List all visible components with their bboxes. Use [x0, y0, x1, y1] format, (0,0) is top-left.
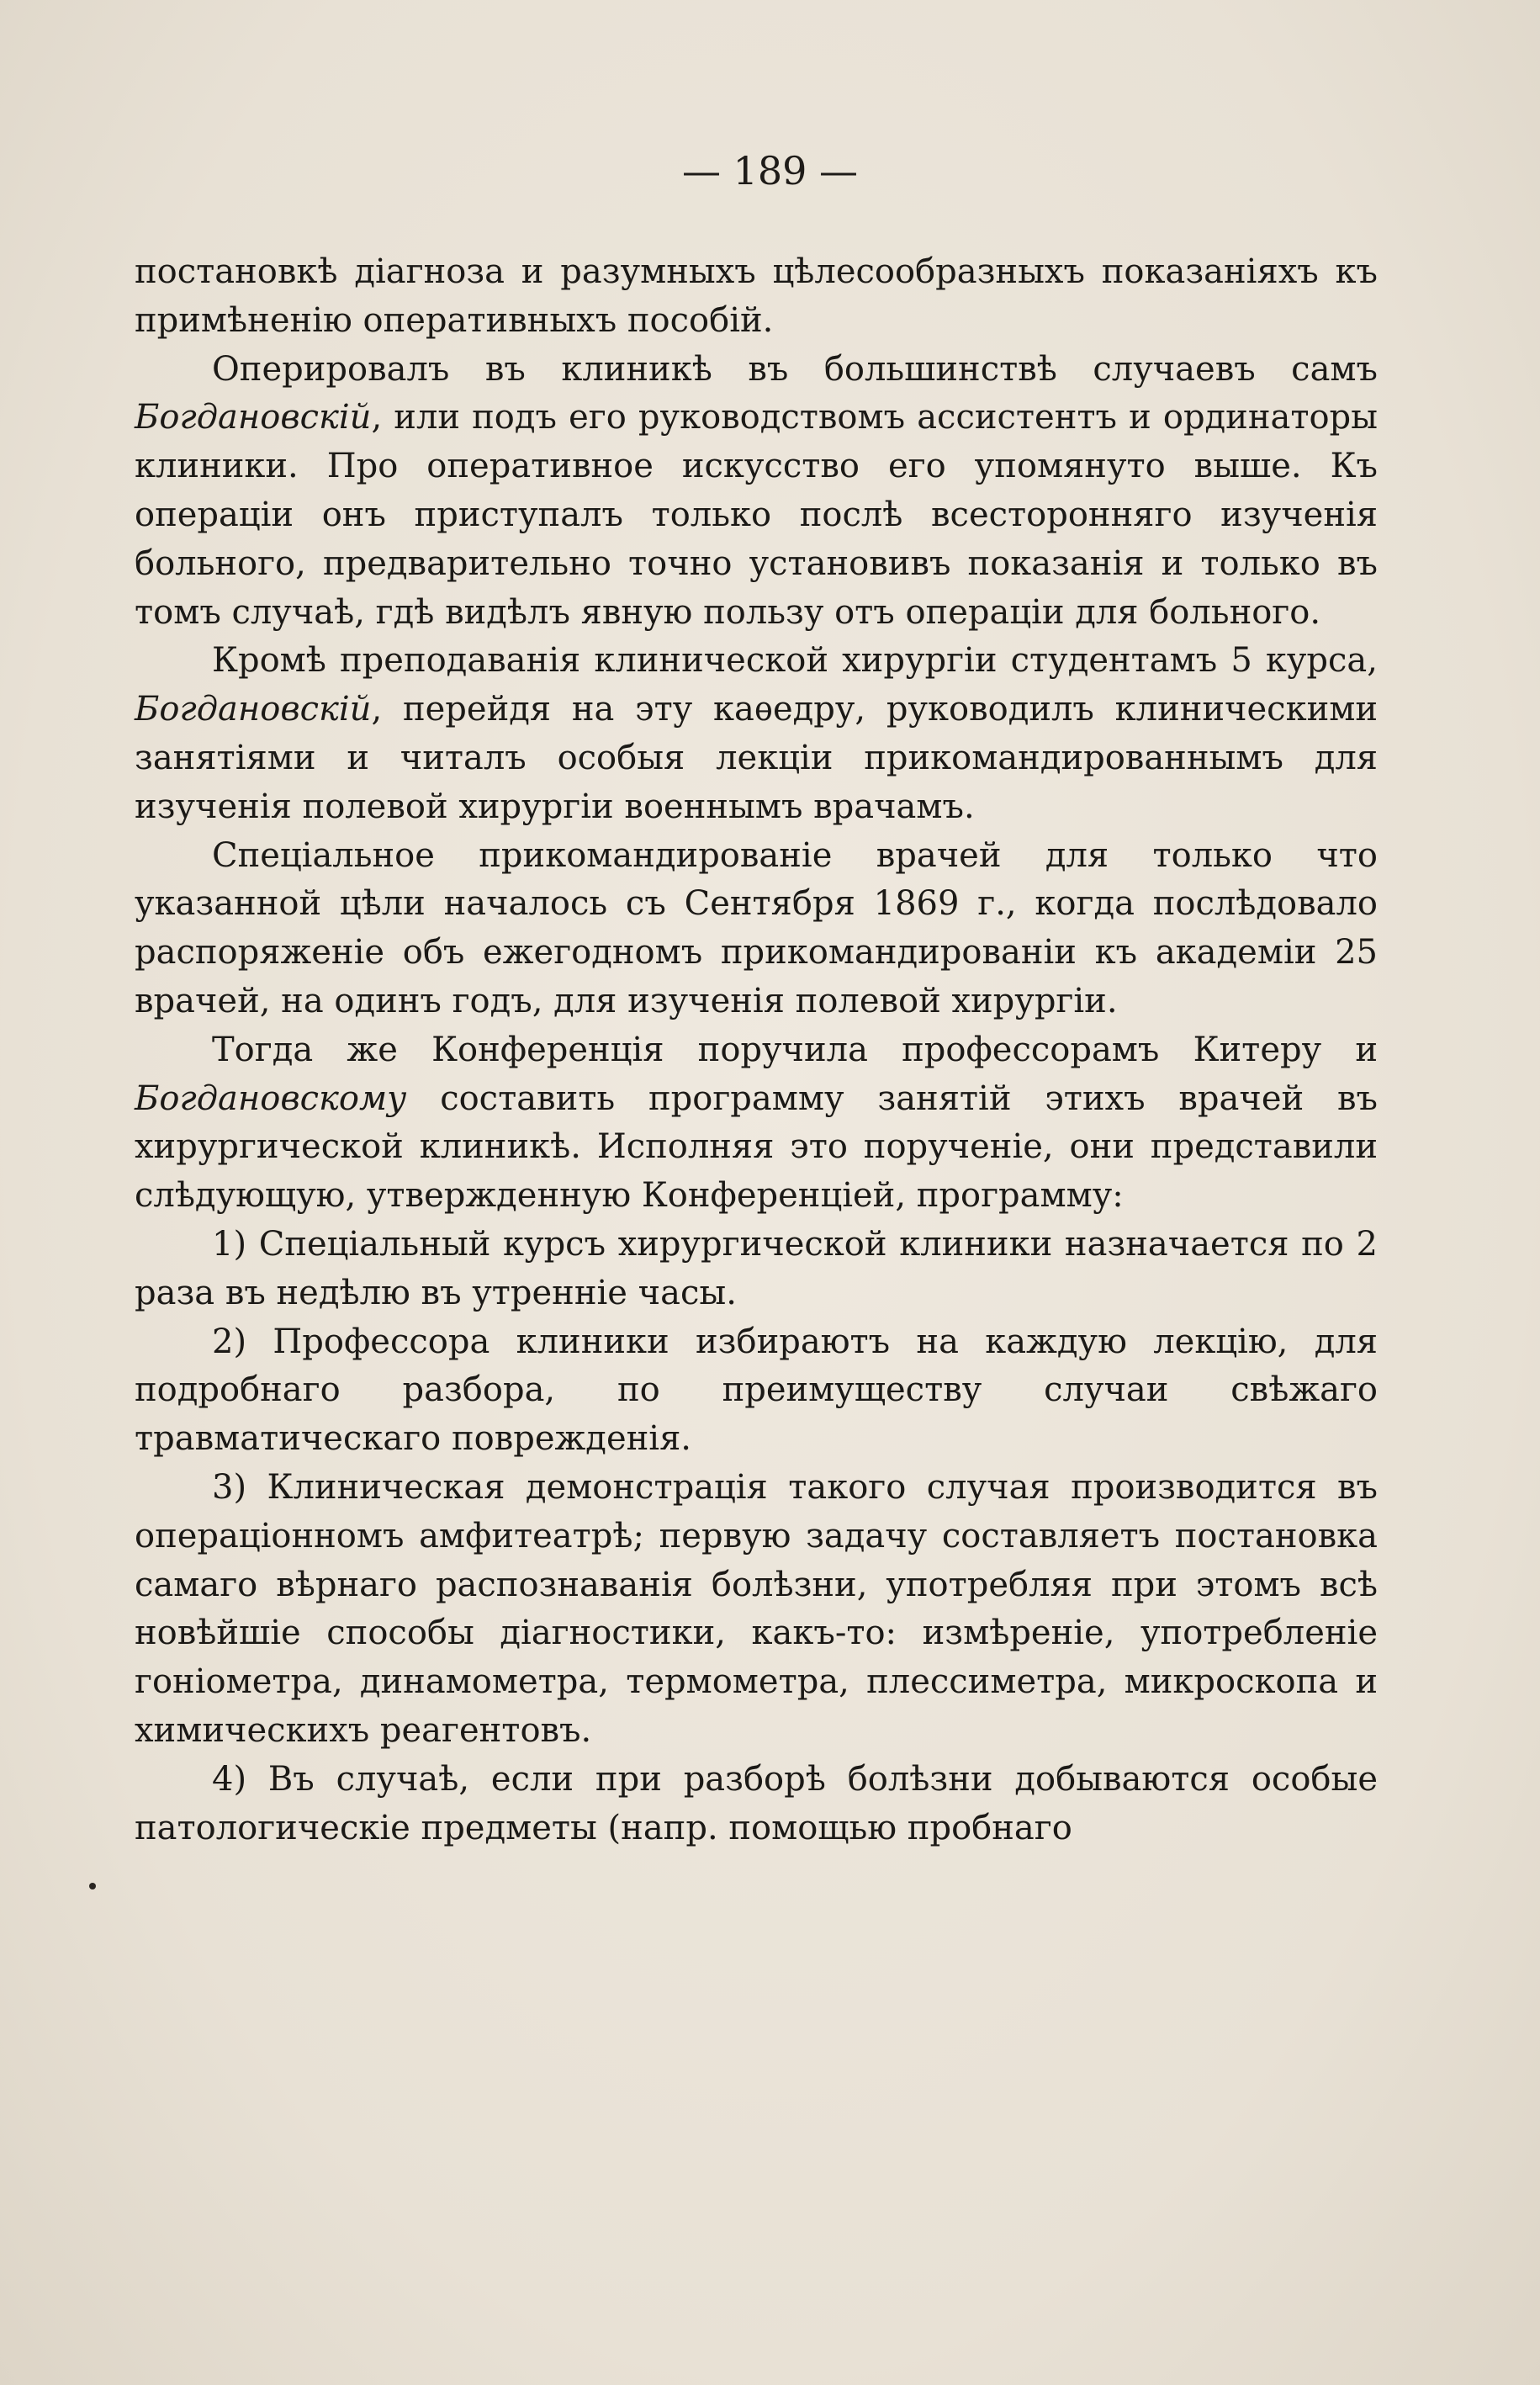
- page-body: [135, 248, 1378, 1852]
- surname-bogdanovsky: Богдановскій: [135, 690, 372, 729]
- surname-bogdanovsky: Богдановскому: [135, 1079, 407, 1118]
- paragraph-conference: [135, 1026, 1378, 1221]
- paragraph-teaching: [135, 637, 1378, 831]
- paragraph-teaching-text-b: , перейдя на эту каѳедру, руководилъ клиническими занятіями и читалъ особыя лекціи прикомандированнымъ для изученія полевой хирургіи военнымъ врачамъ.: [135, 690, 1378, 826]
- program-item-2: 2) Профессора клиники избираютъ на каждую лекцію, для подробнаго разбора, по преимуществу случаи свѣжаго травматическаго поврежденія.: [135, 1322, 1378, 1459]
- paragraph-operations: [135, 346, 1378, 638]
- program-item-3: 3) Клиническая демонстрація такого случая производится въ операціонномъ амфитеатрѣ; первую задачу составляетъ постановка самаго вѣрнаго распознаванія болѣзни, употребляя при этомъ всѣ новѣйшіе способы діагностики, какъ-то: измѣреніе, употребленіе гоніометра, динамометра, термометра, плессиметра, микроскопа и химическихъ реагентовъ.: [135, 1467, 1378, 1750]
- margin-ink-dot: [89, 1883, 96, 1889]
- program-item-1: 1) Спеціальный курсъ хирургической клиники назначается по 2 раза въ недѣлю въ утренніе часы.: [135, 1224, 1378, 1312]
- paragraph-operations-text-a: Оперировалъ въ клиникѣ въ большинствѣ случаевъ самъ: [212, 349, 1378, 389]
- paragraph-diagnosis: постановкѣ діагноза и разумныхъ цѣлесообразныхъ показаніяхъ къ примѣненію оперативныхъ пособій.: [135, 252, 1378, 340]
- paragraph-conference-text-a: Тогда же Конференція поручила профессорамъ Китеру и: [212, 1030, 1378, 1069]
- paragraph-assignment: Спеціальное прикомандированіе врачей для только что указанной цѣли началось съ Сентября 1869 г., когда послѣдовало распоряженіе объ ежегодномъ прикомандированіи къ академіи 25 врачей, на одинъ годъ, для изученія полевой хирургіи.: [135, 835, 1378, 1020]
- program-item-4: 4) Въ случаѣ, если при разборѣ болѣзни добываются особые патологическіе предметы (напр. помощью пробнаго: [135, 1759, 1378, 1847]
- paragraph-operations-text-b: , или подъ его руководствомъ ассистентъ и ординаторы клиники. Про оперативное искусство его упомянуто выше. Къ операціи онъ приступалъ только послѣ всесторонняго изученія больного, предварительно точно установивъ показанія и только въ томъ случаѣ, гдѣ видѣлъ явную пользу отъ операціи для больного.: [135, 398, 1378, 632]
- paragraph-conference-text-b: составить программу занятій этихъ врачей въ хирургической клиникѣ. Исполняя это порученіе, они представили слѣдующую, утвержденную Конференціей, программу:: [135, 1079, 1378, 1216]
- surname-bogdanovsky: Богдановскій: [135, 398, 372, 437]
- paragraph-teaching-text-a: Кромѣ преподаванія клинической хирургіи студентамъ 5 курса,: [212, 641, 1378, 681]
- page-number: — 189 —: [681, 148, 859, 193]
